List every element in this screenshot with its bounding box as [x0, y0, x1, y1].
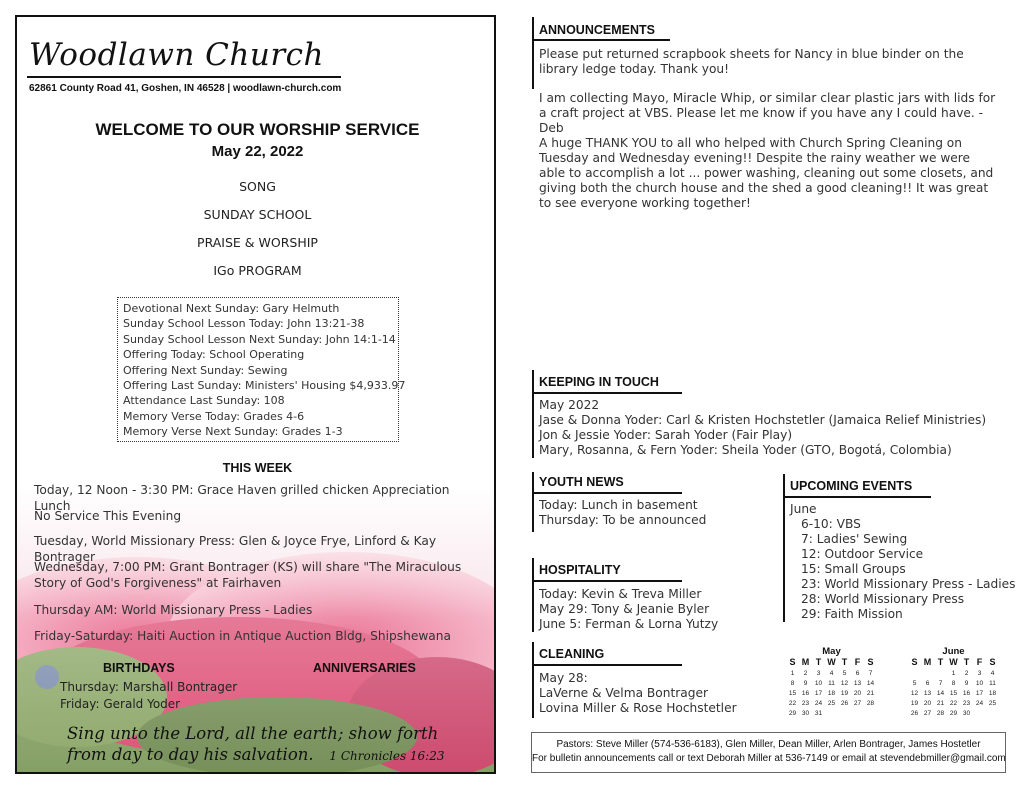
- keeping-in-touch-line: Mary, Rosanna, & Fern Yoder: Sheila Yoder (GTO, Bogotá, Colombia): [539, 443, 952, 457]
- calendar-weekday-header: S: [989, 657, 996, 667]
- cleaning-underline: [532, 664, 682, 666]
- announcements-underline: [532, 39, 670, 41]
- calendar-day: 30: [962, 710, 971, 717]
- calendar-day: 23: [962, 700, 971, 707]
- birthday-item: Thursday: Marshall Bontrager: [60, 680, 238, 694]
- calendar-weekday-header: T: [937, 657, 944, 667]
- calendar-weekday-header: M: [801, 657, 810, 667]
- info-line: Sunday School Lesson Today: John 13:21-38: [123, 317, 365, 331]
- announcements-side-rule: [532, 17, 534, 89]
- calendar-weekday-header: M: [923, 657, 932, 667]
- info-line: Attendance Last Sunday: 108: [123, 394, 285, 408]
- calendar-day: 5: [842, 670, 847, 677]
- calendar-day: [973, 709, 986, 719]
- calendar-day: 28: [936, 710, 945, 717]
- calendar-day: 21: [866, 690, 875, 697]
- calendar-month-title: May: [822, 646, 841, 657]
- verse-reference: 1 Chronicles 16:23: [329, 749, 445, 763]
- calendar-day: 27: [923, 710, 932, 717]
- announcements-heading: ANNOUNCEMENTS: [539, 23, 655, 37]
- calendar-day: 25: [827, 700, 836, 707]
- calendar-day: 20: [853, 690, 862, 697]
- calendar-day: 26: [840, 700, 849, 707]
- youth-news-underline: [532, 492, 682, 494]
- keeping-in-touch-line: May 2022: [539, 398, 600, 412]
- birthday-item: Friday: Gerald Yoder: [60, 697, 181, 711]
- info-box: [117, 297, 406, 442]
- cleaning-side-rule: [532, 642, 534, 718]
- calendar-weekday-header: W: [949, 657, 958, 667]
- calendar-day: [934, 669, 947, 679]
- anniversaries-heading: ANNIVERSARIES: [313, 661, 416, 675]
- calendar-day: 14: [866, 680, 875, 687]
- upcoming-events-heading: UPCOMING EVENTS: [790, 479, 913, 493]
- calendar-day: 29: [788, 710, 797, 717]
- calendar-weekday-header: F: [854, 657, 861, 667]
- calendar-day: 16: [962, 690, 971, 697]
- calendar-weekday-header: S: [789, 657, 796, 667]
- church-address: 62861 County Road 41, Goshen, IN 46528 | woodlawn-church.com: [29, 83, 342, 94]
- calendar-day: [908, 669, 921, 679]
- week-item: Wednesday, 7:00 PM: Grant Bontrager (KS) will share "The Miraculous Story of God's Forgiveness" at Fairhaven: [34, 560, 462, 590]
- hospitality-line: June 5: Ferman & Lorna Yutzy: [539, 617, 719, 631]
- calendar-day: 11: [828, 680, 835, 687]
- scripture-verse: [67, 723, 487, 767]
- calendar-day: [986, 709, 999, 719]
- keeping-in-touch-heading: KEEPING IN TOUCH: [539, 375, 659, 389]
- calendar-day: 3: [816, 670, 821, 677]
- calendar-day: 16: [801, 690, 810, 697]
- calendar-weekday-header: S: [867, 657, 874, 667]
- calendar-day: 4: [990, 670, 995, 677]
- calendar-weekday-header: T: [963, 657, 970, 667]
- this-week-heading: THIS WEEK: [222, 461, 293, 475]
- upcoming-event: 15: Small Groups: [801, 562, 906, 576]
- calendar-day: 17: [975, 690, 984, 697]
- week-item: Thursday AM: World Missionary Press - Ladies: [34, 603, 313, 617]
- week-item: Today, 12 Noon - 3:30 PM: Grace Haven grilled chicken Appreciation Lunch: [34, 483, 450, 513]
- calendar-day: 22: [949, 700, 958, 707]
- calendar-day: 12: [840, 680, 849, 687]
- calendar-weekday-header: S: [911, 657, 918, 667]
- announcement-paragraph: Please put returned scrapbook sheets for Nancy in blue binder on the library ledge today. Thank you!: [539, 47, 964, 76]
- info-line: Devotional Next Sunday: Gary Helmuth: [123, 302, 340, 315]
- calendar-day: 4: [829, 670, 834, 677]
- hospitality-heading: HOSPITALITY: [539, 563, 621, 577]
- calendar-day: 20: [923, 700, 932, 707]
- keeping-in-touch-line: Jon & Jessie Yoder: Sarah Yoder (Fair Play): [539, 428, 793, 442]
- calendar-day: [825, 709, 838, 719]
- youth-news-line: Today: Lunch in basement: [539, 498, 698, 512]
- hospitality-line: Today: Kevin & Treva Miller: [539, 587, 702, 601]
- order-item: PRAISE & WORSHIP: [197, 235, 318, 250]
- calendar-june: [908, 646, 999, 719]
- calendar-day: [838, 709, 851, 719]
- upcoming-event: 7: Ladies' Sewing: [801, 532, 908, 546]
- calendar-day: 19: [840, 690, 849, 697]
- order-item: SUNDAY SCHOOL: [203, 207, 312, 222]
- cleaning-line: May 28:: [539, 671, 588, 685]
- calendar-day: 6: [855, 670, 860, 677]
- calendar-grid: [908, 657, 999, 719]
- info-line: Offering Last Sunday: Ministers' Housing $4,933.97: [123, 379, 406, 393]
- calendar-day: 5: [912, 680, 917, 687]
- church-name: Woodlawn Church: [29, 37, 324, 73]
- calendar-may: [786, 646, 877, 719]
- calendar-day: 12: [910, 690, 919, 697]
- calendar-day: 9: [803, 680, 808, 687]
- calendar-day: 1: [790, 670, 795, 677]
- calendar-day: 17: [814, 690, 823, 697]
- calendar-day: 30: [801, 710, 810, 717]
- calendar-day: 13: [853, 680, 862, 687]
- calendar-day: 15: [949, 690, 958, 697]
- calendar-day: [921, 669, 934, 679]
- upcoming-event: 28: World Missionary Press: [801, 592, 965, 606]
- calendar-grid: [786, 657, 877, 719]
- calendar-day: [864, 709, 877, 719]
- cleaning-heading: CLEANING: [539, 647, 605, 661]
- calendar-day: 10: [975, 680, 984, 687]
- calendar-day: 7: [868, 670, 873, 677]
- cleaning-line: Lovina Miller & Rose Hochstetler: [539, 701, 737, 715]
- calendar-day: 28: [866, 700, 875, 707]
- pastors-footer: [531, 732, 1006, 773]
- calendar-day: 18: [827, 690, 836, 697]
- calendar-day: 14: [936, 690, 945, 697]
- calendar-month-title: June: [942, 646, 965, 657]
- calendar-day: 8: [790, 680, 795, 687]
- keeping-in-touch-side-rule: [532, 370, 534, 458]
- calendar-day: 7: [938, 680, 943, 687]
- service-date: May 22, 2022: [211, 143, 304, 160]
- calendar-day: 23: [801, 700, 810, 707]
- calendar-day: 25: [988, 700, 997, 707]
- calendar-day: 29: [949, 710, 958, 717]
- title-underline: [27, 76, 341, 78]
- hospitality-side-rule: [532, 558, 534, 632]
- calendar-day: 18: [988, 690, 997, 697]
- verse-line: from day to day his salvation.: [67, 745, 314, 764]
- calendar-day: 26: [910, 710, 919, 717]
- calendar-day: 2: [964, 670, 969, 677]
- announcement-paragraph: I am collecting Mayo, Miracle Whip, or similar clear plastic jars with lids for a craft project at VBS. Please let me know if you have any I could have. - Deb: [539, 91, 996, 135]
- calendar-weekday-header: T: [815, 657, 822, 667]
- calendar-day: 13: [923, 690, 932, 697]
- welcome-heading: WELCOME TO OUR WORSHIP SERVICE: [95, 120, 420, 139]
- order-item: SONG: [239, 179, 276, 194]
- calendar-day: 3: [977, 670, 982, 677]
- birthdays-heading: BIRTHDAYS: [103, 661, 175, 675]
- hospitality-line: May 29: Tony & Jeanie Byler: [539, 602, 710, 616]
- footer-contact-line: For bulletin announcements call or text Deborah Miller at 536-7149 or email at stevendebmiller@gmail.com: [532, 753, 1006, 764]
- upcoming-event: 29: Faith Mission: [801, 607, 903, 621]
- week-item: No Service This Evening: [34, 509, 182, 523]
- calendar-day: 15: [788, 690, 797, 697]
- upcoming-events-month: June: [790, 502, 817, 516]
- info-line: Memory Verse Today: Grades 4-6: [123, 409, 305, 423]
- upcoming-event: 23: World Missionary Press - Ladies: [801, 577, 1016, 591]
- calendar-day: 1: [951, 670, 956, 677]
- calendar-day: 2: [803, 670, 808, 677]
- order-item: IGo PROGRAM: [213, 263, 302, 278]
- calendar-day: 10: [814, 680, 823, 687]
- announcement-paragraph: A huge THANK YOU to all who helped with Church Spring Cleaning on Tuesday and Wednesday evening!! Despite the rainy weather we were able to accomplish a lot ... power washing, cleaning out some closets, and giving both the church house and the shed a good cleaning!! It was great to see everyone working together!: [539, 136, 994, 210]
- calendar-day: 6: [925, 680, 930, 687]
- calendar-weekday-header: W: [827, 657, 836, 667]
- youth-news-line: Thursday: To be announced: [539, 513, 707, 527]
- upcoming-event: 6-10: VBS: [801, 517, 861, 531]
- info-line: Sunday School Lesson Next Sunday: John 14:1-14: [123, 332, 396, 346]
- week-item: Tuesday, World Missionary Press: Glen & Joyce Frye, Linford & Kay Bontrager: [34, 534, 437, 564]
- calendar-day: 24: [975, 700, 984, 707]
- calendar-weekday-header: F: [976, 657, 983, 667]
- worship-order-panel: [15, 15, 496, 774]
- hospitality-underline: [532, 580, 682, 582]
- calendar-day: 31: [814, 710, 823, 717]
- upcoming-event: 12: Outdoor Service: [801, 547, 924, 561]
- info-line: Offering Next Sunday: Sewing: [123, 363, 288, 377]
- calendar-day: 11: [989, 680, 996, 687]
- info-line: Memory Verse Next Sunday: Grades 1-3: [123, 425, 343, 439]
- youth-news-heading: YOUTH NEWS: [539, 475, 624, 489]
- upcoming-events-underline: [783, 496, 931, 498]
- keeping-in-touch-underline: [532, 392, 682, 394]
- calendar-day: 9: [964, 680, 969, 687]
- calendar-day: 19: [910, 700, 919, 707]
- calendar-weekday-header: T: [841, 657, 848, 667]
- calendar-day: 22: [788, 700, 797, 707]
- week-item: Friday-Saturday: Haiti Auction in Antique Auction Bldg, Shipshewana: [34, 629, 451, 643]
- footer-pastors-line: Pastors: Steve Miller (574-536-6183), Glen Miller, Dean Miller, Arlen Bontrager, James Hostetler: [556, 739, 981, 750]
- calendar-day: 21: [936, 700, 945, 707]
- keeping-in-touch-line: Jase & Donna Yoder: Carl & Kristen Hochstetler (Jamaica Relief Ministries): [539, 413, 987, 427]
- calendar-day: 27: [853, 700, 862, 707]
- calendar-day: 24: [814, 700, 823, 707]
- calendar-day: 8: [951, 680, 956, 687]
- verse-line: Sing unto the Lord, all the earth; show forth: [67, 724, 439, 743]
- calendar-day: [851, 709, 864, 719]
- info-line: Offering Today: School Operating: [123, 348, 305, 362]
- youth-news-side-rule: [532, 472, 534, 532]
- cleaning-line: LaVerne & Velma Bontrager: [539, 686, 708, 700]
